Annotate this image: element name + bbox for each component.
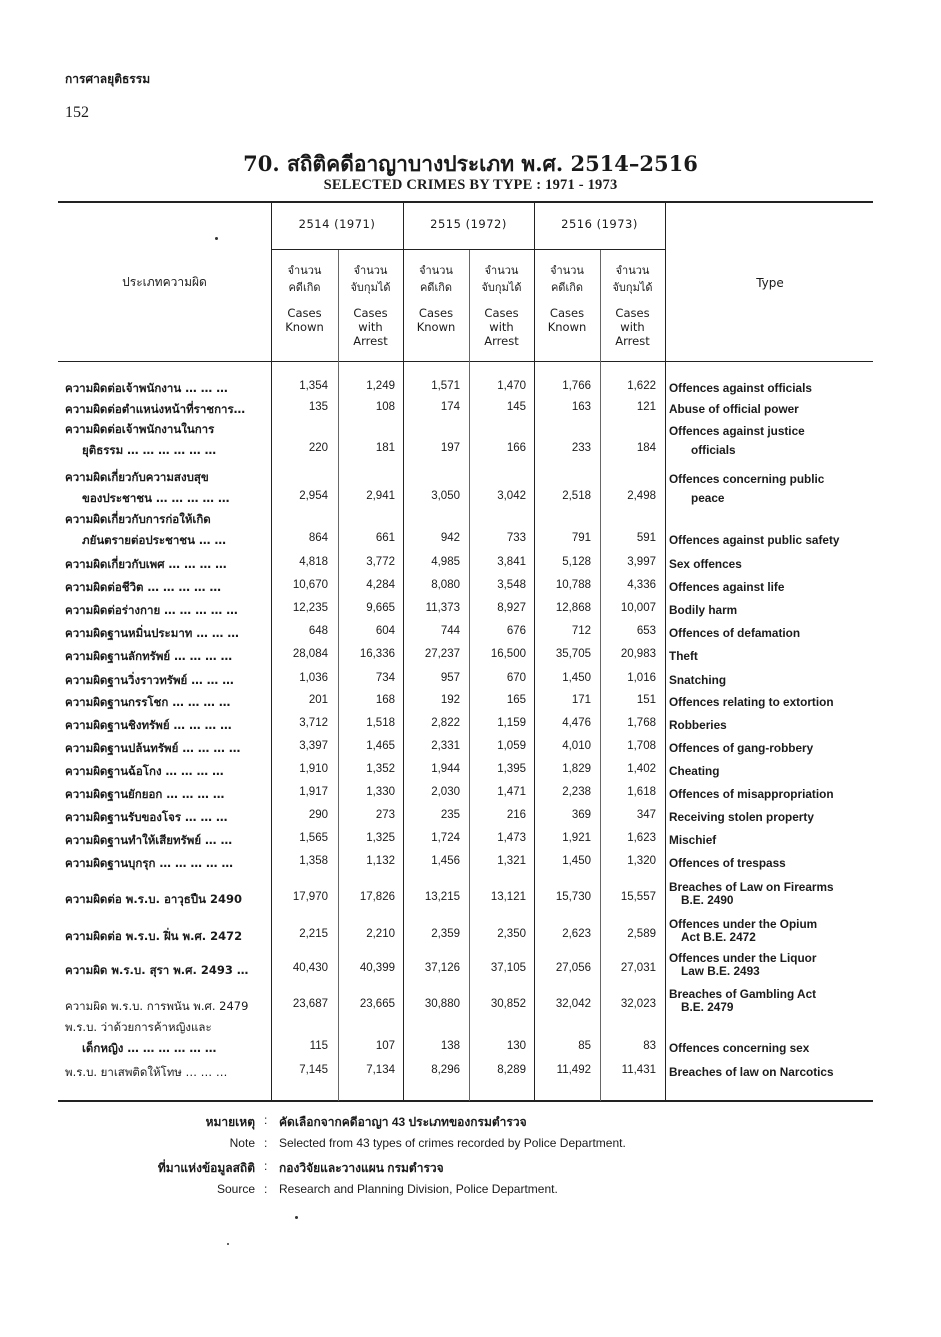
note-label: Note (229, 1136, 255, 1150)
table-cell-value: 4,985 (431, 556, 460, 568)
row-label-english (669, 627, 874, 640)
row-label-english-line: Offences of misappropriation (669, 787, 834, 801)
table-cell-value: 653 (636, 625, 656, 637)
row-label-english-line: B.E. 2479 (681, 1000, 734, 1014)
row-label-english (669, 403, 874, 416)
table-cell-value: 1,724 (431, 832, 460, 844)
table-cell-value: 108 (375, 401, 395, 413)
row-label-english (669, 534, 874, 547)
row-label-thai: ความผิดเกี่ยวกับการก่อให้เกิด (65, 512, 211, 526)
row-label-thai: ความผิดฐานหมิ่นประมาท … … … (65, 626, 239, 640)
table-cell-value: 2,518 (562, 490, 591, 502)
table-cell-value: 1,358 (299, 855, 328, 867)
row-label-thai: ความผิดต่อร่างกาย … … … … … (65, 603, 238, 617)
table-cell-value: 11,431 (621, 1064, 656, 1076)
row-label-english-line: Theft (669, 649, 698, 663)
row-label-thai: ความผิดฐานรับของโจร … … … (65, 810, 228, 824)
row-label-english-line: Law B.E. 2493 (681, 964, 760, 978)
table-cell-value: 10,788 (555, 579, 591, 591)
table-cell-value: 20,983 (620, 648, 656, 660)
table-cell-value: 791 (571, 532, 591, 544)
table-cell-value: 30,880 (424, 998, 460, 1010)
table-cell-value: 2,350 (497, 928, 526, 940)
table-cell-value: 2,359 (431, 928, 460, 940)
table-cell-value: 1,159 (497, 717, 526, 729)
table-cell-value: 864 (308, 532, 328, 544)
table-cell-value: 2,498 (627, 490, 656, 502)
table-cell-value: 1,618 (627, 786, 656, 798)
row-label-english (669, 952, 874, 978)
row-label-english (669, 988, 874, 1014)
table-cell-value: 8,080 (431, 579, 460, 591)
note-label: หมายเหตุ (205, 1115, 255, 1129)
row-label-thai: พ.ร.บ. ยาเสพติดให้โทษ … … … (65, 1065, 228, 1079)
table-cell-value: 1,917 (299, 786, 328, 798)
row-label-thai: ความผิดต่อตำแหน่งหน้าที่ราชการ… (65, 402, 246, 416)
row-label-english (669, 604, 874, 617)
table-cell-value: 30,852 (490, 998, 526, 1010)
row-label-thai: ความผิดฐานกรรโชก … … … … (65, 695, 231, 709)
table-cell-value: 11,492 (556, 1064, 591, 1076)
table-cell-value: 85 (578, 1040, 591, 1052)
row-label-thai: ความผิดต่อ พ.ร.บ. ฝิ่น พ.ศ. 2472 (65, 929, 243, 943)
table-cell-value: 648 (308, 625, 328, 637)
row-label-english (669, 834, 874, 847)
table-cell-value: 28,084 (292, 648, 328, 660)
note-text: Research and Planning Division, Police Department. (279, 1182, 558, 1196)
row-label-english (669, 719, 874, 732)
table-cell-value: 235 (440, 809, 460, 821)
table-cell-value: 23,687 (292, 998, 328, 1010)
sub-header-english-arrest: Cases with Arrest (353, 306, 388, 348)
row-label-english-line: Breaches of Law on Firearms (669, 880, 834, 894)
row-label-english (669, 470, 874, 508)
table-cell-value: 138 (440, 1040, 460, 1052)
note-text: คัดเลือกจากคดีอาญา 43 ประเภทของกรมตำรวจ (279, 1115, 527, 1129)
table-cell-value: 1,623 (627, 832, 656, 844)
table-cell-value: 35,705 (555, 648, 591, 660)
table-cell-value: 130 (506, 1040, 526, 1052)
row-label-english-line: Breaches of Gambling Act (669, 987, 817, 1001)
table-cell-value: 201 (308, 694, 328, 706)
row-label-english-line: Receiving stolen property (669, 810, 814, 824)
row-label-thai: ความผิด พ.ร.บ. สุรา พ.ศ. 2493 … (65, 963, 249, 977)
table-cell-value: 3,997 (627, 556, 656, 568)
row-label-english-line: peace (691, 491, 725, 505)
row-label-thai: ความผิดฐานฉ้อโกง … … … … (65, 764, 224, 778)
table-cell-value: 1,829 (562, 763, 591, 775)
year-header-rule (271, 249, 403, 250)
table-cell-value: 3,772 (366, 556, 395, 568)
row-label-english-line: Mischief (669, 833, 717, 847)
table-cell-value: 163 (571, 401, 591, 413)
table-cell-value: 4,336 (627, 579, 656, 591)
row-label-english-line: Offences against officials (669, 381, 812, 395)
table-cell-value: 4,010 (562, 740, 591, 752)
table-cell-value: 2,589 (627, 928, 656, 940)
sub-header-thai-arrest: จำนวน จับกุมได้ (481, 264, 522, 294)
row-label-english (669, 696, 874, 709)
table-cell-value: 1,518 (366, 717, 395, 729)
row-label-english (669, 742, 874, 755)
row-label-thai: ความผิดต่อเจ้าพนักงานในการ (65, 422, 215, 436)
table-cell-value: 174 (440, 401, 460, 413)
sub-header-english-arrest: Cases with Arrest (615, 306, 650, 348)
year-header: 2514 (1971) (298, 217, 376, 231)
table-cell-value: 197 (440, 442, 460, 454)
row-label-english (669, 422, 874, 460)
row-label-english (669, 1042, 874, 1055)
sub-header-english-arrest: Cases with Arrest (484, 306, 519, 348)
note-line (0, 1182, 941, 1202)
row-label-english-line: Sex offences (669, 557, 742, 571)
row-label-thai: ความผิดฐานยักยอก … … … … (65, 787, 225, 801)
note-colon: : (264, 1159, 268, 1173)
table-cell-value: 957 (440, 672, 460, 684)
column-divider (665, 201, 666, 1101)
row-label-english (669, 382, 874, 395)
row-label-english (669, 765, 874, 778)
table-cell-value: 11,373 (425, 602, 460, 614)
row-label-english-line: Snatching (669, 673, 727, 687)
row-label-english (669, 788, 874, 801)
scan-speck (227, 1243, 229, 1245)
note-line (0, 1136, 941, 1156)
table-cell-value: 2,210 (366, 928, 395, 940)
table-cell-value: 40,430 (292, 962, 328, 974)
row-label-english (669, 650, 874, 663)
table-cell-value: 2,331 (431, 740, 460, 752)
row-label-thai: ความผิดฐานบุกรุก … … … … … (65, 856, 233, 870)
table-cell-value: 1,473 (497, 832, 526, 844)
table-cell-value: 16,336 (359, 648, 395, 660)
table-cell-value: 1,059 (497, 740, 526, 752)
table-cell-value: 1,330 (366, 786, 395, 798)
row-label-english (669, 674, 874, 687)
table-cell-value: 1,395 (497, 763, 526, 775)
table-cell-value: 1,708 (627, 740, 656, 752)
row-label-english-line: Offences of trespass (669, 856, 786, 870)
row-label-english (669, 881, 874, 907)
row-label-thai: ภยันตรายต่อประชาชน … … (82, 533, 226, 547)
table-cell-value: 2,954 (299, 490, 328, 502)
sub-header-thai-known: จำนวน คดีเกิด (550, 264, 584, 294)
sub-header-thai-arrest: จำนวน จับกุมได้ (350, 264, 391, 294)
table-cell-value: 8,296 (431, 1064, 460, 1076)
row-label-english-line: Robberies (669, 718, 727, 732)
header-crime-type-english: Type (756, 276, 784, 290)
row-label-thai: ความผิดเกี่ยวกับเพศ … … … … (65, 557, 227, 571)
table-cell-value: 15,730 (555, 891, 591, 903)
note-text: Selected from 43 types of crimes recorded by Police Department. (279, 1136, 626, 1150)
year-header: 2515 (1972) (430, 217, 507, 231)
row-label-english-line: Offences of gang-robbery (669, 741, 814, 755)
table-cell-value: 1,402 (627, 763, 656, 775)
row-label-english (669, 918, 874, 944)
table-cell-value: 1,321 (497, 855, 526, 867)
table-cell-value: 5,128 (562, 556, 591, 568)
table-cell-value: 661 (375, 532, 395, 544)
running-head: การศาลยุติธรรม (65, 72, 151, 86)
sub-header-thai-arrest: จำนวน จับกุมได้ (612, 264, 653, 294)
table-cell-value: 604 (375, 625, 395, 637)
note-label: ที่มาแห่งข้อมูลสถิติ (157, 1161, 255, 1175)
row-label-english-line: Offences of defamation (669, 626, 801, 640)
row-label-english-line: Offences under the Liquor (669, 951, 817, 965)
table-cell-value: 40,399 (359, 962, 395, 974)
table-cell-value: 2,215 (299, 928, 328, 940)
table-cell-value: 676 (506, 625, 526, 637)
header-crime-type-thai: ประเภทความผิด (122, 275, 207, 289)
scan-speck (295, 1216, 298, 1219)
table-cell-value: 1,465 (366, 740, 395, 752)
table-cell-value: 32,023 (620, 998, 656, 1010)
table-cell-value: 1,325 (366, 832, 395, 844)
row-label-thai: ความผิดฐานชิงทรัพย์ … … … … (65, 718, 232, 732)
row-label-english-line: Offences against public safety (669, 533, 840, 547)
table-cell-value: 37,126 (424, 962, 460, 974)
row-label-english-line: Bodily harm (669, 603, 738, 617)
row-label-thai: ของประชาชน … … … … … (82, 491, 230, 505)
table-cell-value: 145 (506, 401, 526, 413)
note-colon: : (264, 1136, 268, 1150)
table-cell-value: 734 (375, 672, 395, 684)
table-cell-value: 2,238 (562, 786, 591, 798)
row-label-english (669, 811, 874, 824)
row-label-thai: ความผิดฐานลักทรัพย์ … … … … (65, 649, 233, 663)
row-label-english (669, 1066, 874, 1079)
table-cell-value: 7,145 (299, 1064, 328, 1076)
table-cell-value: 32,042 (555, 998, 591, 1010)
note-text: กองวิจัยและวางแผน กรมตำรวจ (279, 1161, 444, 1175)
table-cell-value: 2,030 (431, 786, 460, 798)
table-cell-value: 2,623 (562, 928, 591, 940)
sub-header-thai-known: จำนวน คดีเกิด (419, 264, 453, 294)
table-cell-value: 10,670 (292, 579, 328, 591)
row-label-english-line: Offences concerning public (669, 472, 825, 486)
table-cell-value: 3,841 (497, 556, 526, 568)
row-label-thai: ความผิดต่อเจ้าพนักงาน … … … (65, 381, 228, 395)
table-cell-value: 712 (571, 625, 591, 637)
row-label-thai: ความผิดต่อชีวิต … … … … … (65, 580, 222, 594)
page-number: 152 (65, 104, 89, 121)
row-label-english-line: Abuse of official power (669, 402, 799, 416)
table-cell-value: 168 (375, 694, 395, 706)
row-label-thai: ความผิดฐานวิ่งราวทรัพย์ … … … (65, 673, 234, 687)
table-cell-value: 135 (308, 401, 328, 413)
table-cell-value: 1,470 (497, 380, 526, 392)
table-cell-value: 1,132 (366, 855, 395, 867)
row-label-english (669, 558, 874, 571)
table-cell-value: 1,768 (627, 717, 656, 729)
row-label-thai: ความผิดฐานปล้นทรัพย์ … … … … (65, 741, 241, 755)
table-cell-value: 3,712 (299, 717, 328, 729)
table-cell-value: 107 (375, 1040, 395, 1052)
row-label-english-line: B.E. 2490 (681, 893, 734, 907)
table-cell-value: 165 (506, 694, 526, 706)
header-bottom-rule (58, 361, 873, 362)
row-label-english-line: Offences relating to extortion (669, 695, 834, 709)
row-label-english (669, 857, 874, 870)
table-cell-value: 27,056 (555, 962, 591, 974)
row-label-thai: ยุติธรรม … … … … … … (82, 443, 217, 457)
table-cell-value: 1,450 (562, 672, 591, 684)
table-bottom-rule (58, 1100, 873, 1102)
table-cell-value: 37,105 (490, 962, 526, 974)
table-cell-value: 7,134 (366, 1064, 395, 1076)
table-cell-value: 1,571 (431, 380, 460, 392)
note-line (0, 1159, 941, 1179)
table-cell-value: 233 (571, 442, 591, 454)
sub-header-english-known: Cases Known (285, 306, 324, 334)
row-label-english (669, 581, 874, 594)
row-label-thai: ความผิดเกี่ยวกับความสงบสุข (65, 470, 209, 484)
row-label-thai: พ.ร.บ. ว่าด้วยการค้าหญิงและ (65, 1020, 212, 1034)
table-cell-value: 1,320 (627, 855, 656, 867)
table-cell-value: 10,007 (620, 602, 656, 614)
table-cell-value: 1,622 (627, 380, 656, 392)
table-cell-value: 591 (636, 532, 656, 544)
table-cell-value: 184 (636, 442, 656, 454)
table-cell-value: 1,921 (562, 832, 591, 844)
table-cell-value: 8,289 (497, 1064, 526, 1076)
table-cell-value: 121 (636, 401, 656, 413)
sub-header-english-known: Cases Known (547, 306, 587, 334)
table-cell-value: 13,121 (490, 891, 526, 903)
table-cell-value: 17,826 (359, 891, 395, 903)
table-cell-value: 27,031 (620, 962, 656, 974)
table-cell-value: 1,352 (366, 763, 395, 775)
note-colon: : (264, 1113, 268, 1127)
row-label-english-line: Act B.E. 2472 (681, 930, 756, 944)
table-cell-value: 3,397 (299, 740, 328, 752)
table-title-english: SELECTED CRIMES BY TYPE : 1971 - 1973 (323, 177, 618, 193)
table-cell-value: 4,284 (366, 579, 395, 591)
year-header-rule (534, 249, 665, 250)
table-cell-value: 216 (506, 809, 526, 821)
table-cell-value: 733 (506, 532, 526, 544)
table-cell-value: 1,910 (299, 763, 328, 775)
table-cell-value: 3,548 (497, 579, 526, 591)
year-header: 2516 (1973) (561, 217, 638, 231)
note-colon: : (264, 1182, 268, 1196)
row-label-english-line: Offences against life (669, 580, 785, 594)
row-label-thai: เด็กหญิง … … … … … … (82, 1041, 217, 1055)
table-cell-value: 15,557 (620, 891, 656, 903)
table-cell-value: 115 (309, 1040, 328, 1052)
row-label-english-line: Offences against justice (669, 424, 805, 438)
table-cell-value: 3,042 (497, 490, 526, 502)
table-cell-value: 2,822 (431, 717, 460, 729)
table-cell-value: 1,036 (299, 672, 328, 684)
table-cell-value: 347 (636, 809, 656, 821)
table-cell-value: 290 (308, 809, 328, 821)
table-cell-value: 23,665 (359, 998, 395, 1010)
table-cell-value: 181 (375, 442, 395, 454)
scan-speck (215, 237, 218, 240)
table-cell-value: 3,050 (431, 490, 460, 502)
table-cell-value: 1,450 (562, 855, 591, 867)
year-header-rule (403, 249, 534, 250)
table-cell-value: 17,970 (292, 891, 328, 903)
sub-header-thai-known: จำนวน คดีเกิด (287, 264, 322, 294)
table-cell-value: 1,016 (627, 672, 656, 684)
table-cell-value: 166 (506, 442, 526, 454)
row-label-thai: ความผิด พ.ร.บ. การพนัน พ.ศ. 2479 (65, 999, 249, 1013)
note-label: Source (216, 1182, 255, 1196)
row-label-thai: ความผิดต่อ พ.ร.บ. อาวุธปืน 2490 (65, 892, 242, 906)
table-cell-value: 16,500 (490, 648, 526, 660)
table-cell-value: 1,354 (299, 380, 328, 392)
sub-header-english-known: Cases Known (416, 306, 456, 334)
row-label-thai: ความผิดฐานทำให้เสียทรัพย์ … … (65, 833, 233, 847)
table-cell-value: 1,565 (299, 832, 328, 844)
table-cell-value: 8,927 (497, 602, 526, 614)
table-cell-value: 4,818 (299, 556, 328, 568)
table-cell-value: 1,471 (497, 786, 526, 798)
table-cell-value: 1,456 (431, 855, 460, 867)
table-cell-value: 171 (571, 694, 591, 706)
table-cell-value: 2,941 (366, 490, 395, 502)
table-cell-value: 151 (636, 694, 656, 706)
row-label-english-line: Offences under the Opium (669, 917, 818, 931)
table-cell-value: 1,944 (431, 763, 460, 775)
table-cell-value: 9,665 (366, 602, 395, 614)
table-top-rule (58, 201, 873, 203)
statistics-table (58, 201, 873, 1102)
row-label-english-line: Offences concerning sex (669, 1041, 810, 1055)
table-cell-value: 13,215 (424, 891, 460, 903)
row-label-english-line: Cheating (669, 764, 720, 778)
table-cell-value: 1,766 (562, 380, 591, 392)
row-label-english-line: officials (691, 443, 736, 457)
table-cell-value: 4,476 (562, 717, 591, 729)
table-cell-value: 744 (440, 625, 460, 637)
table-cell-value: 192 (440, 694, 460, 706)
table-cell-value: 670 (506, 672, 526, 684)
row-label-english-line: Breaches of law on Narcotics (669, 1065, 834, 1079)
table-cell-value: 83 (643, 1040, 656, 1052)
table-cell-value: 12,235 (292, 602, 328, 614)
table-cell-value: 12,868 (555, 602, 591, 614)
table-title-thai: 70. สถิติคดีอาญาบางประเภท พ.ศ. 2514–2516 (243, 151, 698, 176)
table-cell-value: 369 (571, 809, 591, 821)
table-cell-value: 273 (375, 809, 395, 821)
table-cell-value: 942 (440, 532, 460, 544)
table-cell-value: 1,249 (366, 380, 395, 392)
table-cell-value: 220 (308, 442, 328, 454)
note-line (0, 1113, 941, 1133)
table-cell-value: 27,237 (424, 648, 460, 660)
